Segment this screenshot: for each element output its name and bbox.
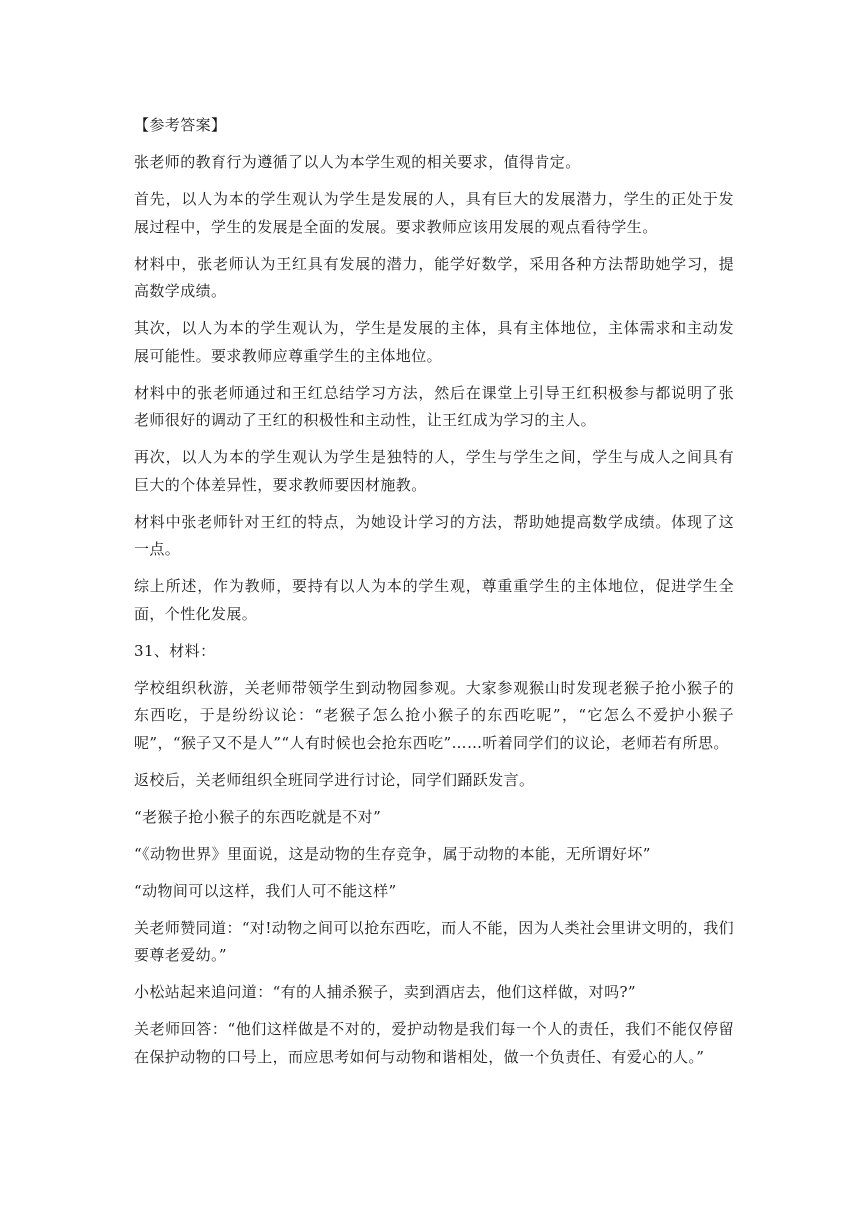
answer-heading: 【参考答案】 bbox=[134, 116, 227, 134]
paragraph-3: 材料中，张老师认为王红具有发展的潜力，能学好数学，采用各种方法帮助她学习，提高数学成绩。 bbox=[134, 254, 734, 300]
paragraph-8: 综上所述，作为教师，要持有以人为本的学生观，尊重重学生的主体地位，促进学生全面，个性化发展。 bbox=[134, 577, 734, 623]
quote-1: “老猴子抢小猴子的东西吃就是不对” bbox=[134, 807, 382, 826]
quote-2: “《动物世界》里面说，这是动物的生存竞争，属于动物的本能，无所谓好坏” bbox=[134, 844, 651, 863]
document-page bbox=[134, 112, 734, 1071]
paragraph-6: 再次，以人为本的学生观认为学生是独特的人，学生与学生之间，学生与成人之间具有巨大的个体差异性，要求教师要因材施教。 bbox=[134, 448, 734, 494]
paragraph-11: 返校后，关老师组织全班同学进行讨论，同学们踊跃发言。 bbox=[134, 770, 535, 789]
paragraph-5: 材料中的张老师通过和王红总结学习方法，然后在课堂上引导王红积极参与都说明了张老师很好的调动了王红的积极性和主动性，让王红成为学习的主人。 bbox=[134, 383, 734, 429]
quote-3: “动物间可以这样，我们人可不能这样” bbox=[134, 881, 397, 900]
paragraph-7: 材料中张老师针对王红的特点，为她设计学习的方法，帮助她提高数学成绩。体现了这一点。 bbox=[134, 512, 734, 558]
paragraph-10: 学校组织秋游，关老师带领学生到动物园参观。大家参观猴山时发现老猴子抢小猴子的东西吃，于是纷纷议论：“老猴子怎么抢小猴子的东西吃呢”，“它怎么不爱护小猴子呢”，“猴子又不是人”“人有时候也会抢东西吃”……听着同学们的议论，老师若有所思。 bbox=[134, 678, 734, 752]
paragraph-17: 关老师回答：“他们这样做是不对的，爱护动物是我们每一个人的责任，我们不能仅停留在保护动物的口号上，而应思考如何与动物和谐相处，做一个负责任、有爱心的人。” bbox=[134, 1020, 734, 1066]
paragraph-4: 其次，以人为本的学生观认为，学生是发展的主体，具有主体地位，主体需求和主动发展可能性。要求教师应尊重学生的主体地位。 bbox=[134, 319, 734, 365]
paragraph-2: 首先，以人为本的学生观认为学生是发展的人，具有巨大的发展潜力，学生的正处于发展过程中，学生的发展是全面的发展。要求教师应该用发展的观点看待学生。 bbox=[134, 190, 734, 236]
paragraph-16: 小松站起来追问道：“有的人捕杀猴子，卖到酒店去，他们这样做，对吗?” bbox=[134, 983, 636, 1001]
paragraph-1: 张老师的教育行为遵循了以人为本学生观的相关要求，值得肯定。 bbox=[134, 153, 581, 171]
question-number: 31、材料： bbox=[134, 641, 216, 660]
paragraph-15: 关老师赞同道：“对!动物之间可以抢东西吃，而人不能，因为人类社会里讲文明的，我们要尊老爱幼。” bbox=[134, 918, 734, 964]
